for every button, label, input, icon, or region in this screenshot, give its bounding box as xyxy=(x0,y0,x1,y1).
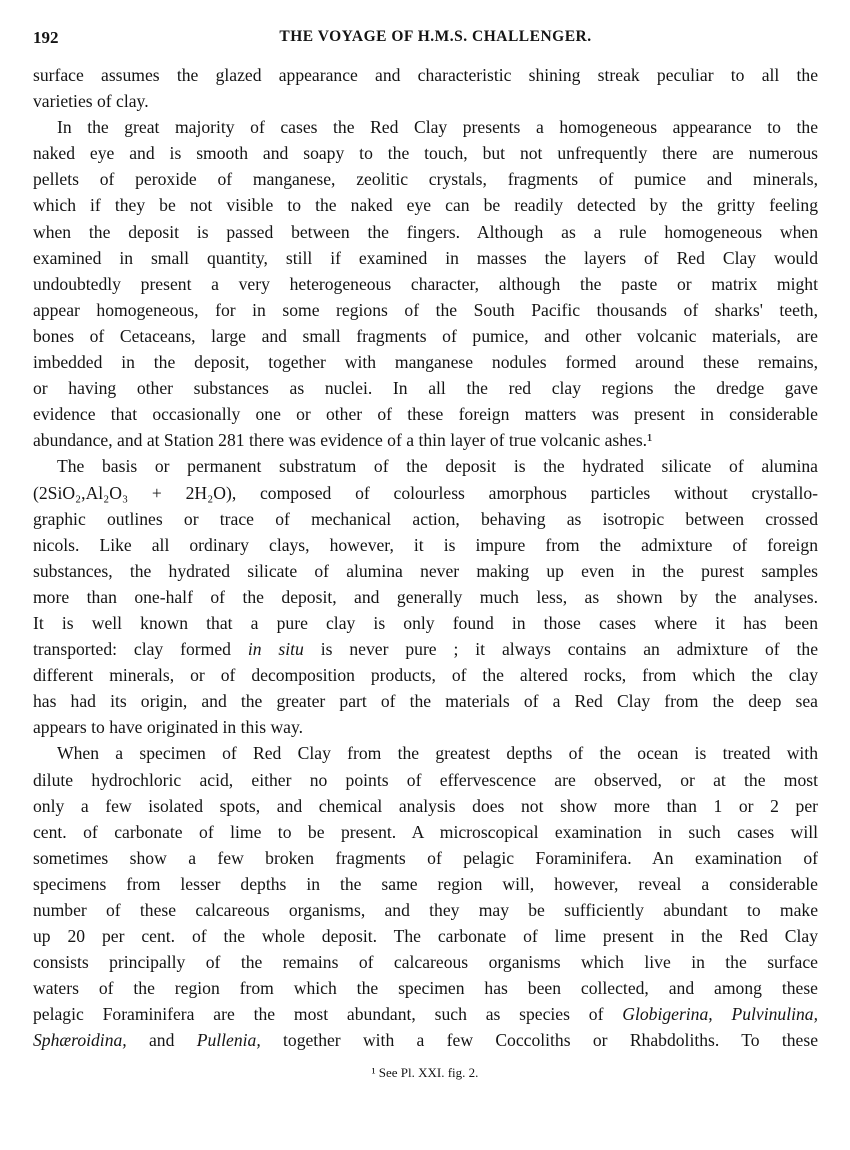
text-line xyxy=(33,532,818,558)
text-segment: substances, the hydrated silicate of alumina never making up even in the purest samples xyxy=(33,560,818,581)
text-segment: more than one-half of the deposit, and generally much less, as shown by the analyses. xyxy=(33,586,818,607)
text-segment: nicols. Like all ordinary clays, however, it is impure from the admixture of foreign xyxy=(33,534,818,555)
text-segment: surface assumes the glazed appearance and characteristic shining streak peculiar to all the xyxy=(33,65,818,85)
text-segment: dilute hydrochloric acid, either no points of effervescence are observed, or at the most xyxy=(33,769,818,790)
text-segment: It is well known that a pure clay is only found in those cases where it has been xyxy=(33,612,818,633)
text-line xyxy=(33,1001,818,1027)
text-line xyxy=(33,688,818,714)
text-line xyxy=(33,62,818,88)
text-line xyxy=(33,949,818,975)
text-segment: or having other substances as nuclei. In all the red clay regions the dredge gave xyxy=(33,378,818,399)
text-segment: When a specimen of Red Clay from the greatest depths of the ocean is treated with xyxy=(57,743,818,764)
paragraph xyxy=(33,62,818,114)
text-line xyxy=(33,819,818,845)
text-segment: together with a few Coccoliths or Rhabdoliths. To these xyxy=(260,1030,819,1051)
text-segment: varieties of clay. xyxy=(33,91,149,112)
text-line xyxy=(33,114,818,140)
text-segment: transported: clay formed xyxy=(33,639,248,660)
text-line xyxy=(33,323,818,349)
text-line xyxy=(33,1027,818,1053)
text-line xyxy=(33,480,818,506)
paragraph xyxy=(33,114,818,453)
text-segment: naked eye and is smooth and soapy to the touch, but not unfrequently there are numerous xyxy=(33,143,818,164)
text-segment: pellets of peroxide of manganese, zeolitic crystals, fragments of pumice and minerals, xyxy=(33,169,818,190)
text-line xyxy=(33,740,818,766)
text-line xyxy=(33,427,818,453)
text-segment: cent. of carbonate of lime to be present. A microscopical examination in such cases will xyxy=(33,821,818,842)
text-segment: In the great majority of cases the Red Clay presents a homogeneous appearance to the xyxy=(57,117,818,138)
italic-text: Pullenia, xyxy=(196,1030,261,1051)
text-line xyxy=(33,271,818,297)
text-segment: up 20 per cent. of the whole deposit. The carbonate of lime present in the Red Clay xyxy=(33,926,818,947)
running-title: THE VOYAGE OF H.M.S. CHALLENGER. xyxy=(279,28,592,45)
text-line xyxy=(33,140,818,166)
text-segment: consists principally of the remains of calcareous organisms which live in the surface xyxy=(33,952,818,973)
text-line xyxy=(33,636,818,662)
text-line xyxy=(33,871,818,897)
text-segment: examined in small quantity, still if examined in masses the layers of Red Clay would xyxy=(33,247,818,268)
text-segment: appears to have originated in this way. xyxy=(33,717,304,738)
text-line xyxy=(33,975,818,1001)
text-segment: pelagic Foraminifera are the most abundant, such as species of xyxy=(33,1004,623,1025)
text-segment: (2SiO₂,Al₂O₃ + 2H₂O), composed of colourless amorphous particles without crystallo- xyxy=(33,482,818,503)
text-line xyxy=(33,401,818,427)
italic-text: Globigerina, Pulvinulina, xyxy=(622,1004,818,1025)
text-segment: specimens from lesser depths in the same region will, however, reveal a considerable xyxy=(33,873,818,894)
text-line xyxy=(33,584,818,610)
text-segment: evidence that occasionally one or other of these foreign matters was present in considerable xyxy=(33,404,818,425)
text-segment: appear homogeneous, for in some regions of the South Pacific thousands of sharks' teeth, xyxy=(33,299,818,320)
text-line xyxy=(33,845,818,871)
italic-text: in situ xyxy=(247,639,304,660)
page-number: 192 xyxy=(33,28,59,47)
text-line xyxy=(33,897,818,923)
text-segment: number of these calcareous organisms, and they may be sufficiently abundant to make xyxy=(33,900,818,920)
text-segment: The basis or permanent substratum of the deposit is the hydrated silicate of alumina xyxy=(57,456,818,477)
footnote: ¹ See Pl. XXI. fig. 2. xyxy=(371,1065,479,1080)
paragraph xyxy=(33,740,818,1053)
text-segment: when the deposit is passed between the fingers. Although as a rule homogeneous when xyxy=(33,221,818,242)
text-line xyxy=(33,453,818,479)
text-line xyxy=(33,662,818,688)
text-line xyxy=(33,166,818,192)
paragraph xyxy=(33,453,818,740)
text-segment: and xyxy=(126,1030,197,1051)
text-segment: only a few isolated spots, and chemical analysis does not show more than 1 or 2 per xyxy=(33,795,818,816)
body-text xyxy=(33,62,818,1054)
text-segment: undoubtedly present a very heterogeneous character, although the paste or matrix might xyxy=(33,273,818,294)
text-line xyxy=(33,349,818,375)
text-segment: different minerals, or of decomposition products, of the altered rocks, from which the clay xyxy=(33,665,818,686)
text-line xyxy=(33,375,818,401)
text-segment: imbedded in the deposit, together with manganese nodules formed around these remains, xyxy=(33,352,818,373)
text-segment: waters of the region from which the specimen has been collected, and among these xyxy=(33,978,818,999)
text-line xyxy=(33,219,818,245)
text-line xyxy=(33,297,818,323)
text-segment: sometimes show a few broken fragments of pelagic Foraminifera. An examination of xyxy=(33,847,818,868)
text-line xyxy=(33,923,818,949)
text-line xyxy=(33,767,818,793)
italic-text: Sphæroidina, xyxy=(33,1030,127,1051)
text-segment: graphic outlines or trace of mechanical action, behaving as isotropic between crossed xyxy=(33,508,818,529)
text-segment: abundance, and at Station 281 there was evidence of a thin layer of true volcanic ashes.¹ xyxy=(33,430,653,451)
text-segment: which if they be not visible to the naked eye can be readily detected by the gritty feeling xyxy=(33,195,818,216)
text-segment: is never pure ; it always contains an admixture of the xyxy=(303,639,819,660)
text-line xyxy=(33,192,818,218)
text-line xyxy=(33,506,818,532)
text-line xyxy=(33,610,818,636)
text-segment: has had its origin, and the greater part of the materials of a Red Clay from the deep sea xyxy=(33,691,818,712)
text-line xyxy=(33,88,818,114)
text-line xyxy=(33,793,818,819)
text-line xyxy=(33,558,818,584)
text-line xyxy=(33,245,818,271)
text-line xyxy=(33,714,818,740)
text-segment: bones of Cetaceans, large and small fragments of pumice, and other volcanic materials, are xyxy=(33,325,818,346)
page-header xyxy=(33,28,818,52)
